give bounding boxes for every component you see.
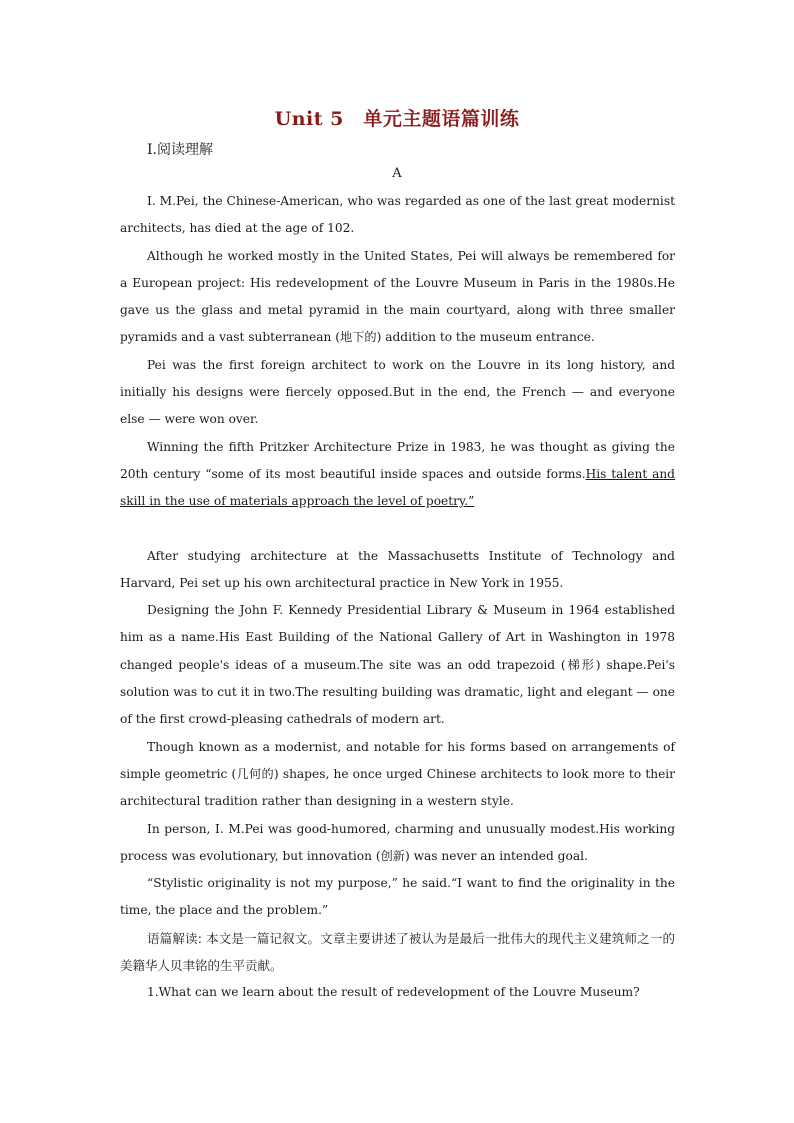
paragraph: Though known as a modernist, and notable for his forms based on arrangements of simple geometric (几何的) shapes, he once urged Chinese architects to look more to their architectural tradition rather than designing in a western style. <box>120 739 675 809</box>
paragraph: Pei was the first foreign architect to work on the Louvre in its long history, and initially his designs were fiercely opposed.But in the end, the French — and everyone else — were won over. <box>120 357 675 427</box>
paragraph: Although he worked mostly in the United States, Pei will always be remembered for a European project: His redevelopment of the Louvre Museum in Paris in the 1980s.He gave us the glass and metal pyramid in the main courtyard, along with three smaller pyramids and a vast subterranean (地下的) addition to the museum entrance. <box>120 248 675 345</box>
paragraph: In person, I. M.Pei was good-humored, charming and unusually modest.His working process was evolutionary, but innovation (创新) was never an intended goal. <box>120 821 675 863</box>
paragraph: After studying architecture at the Massachusetts Institute of Technology and Harvard, Pei set up his own architectural practice in New York in 1955. <box>120 548 675 590</box>
pritzker-text: Winning the fifth Pritzker Architecture Prize in 1983, he was thought as giving the 20th century “some of its most beautiful inside spaces and outside forms. <box>120 439 675 481</box>
page-title: Unit 5 单元主题语篇训练 <box>274 108 520 130</box>
section-heading: Ⅰ.阅读理解 <box>147 142 213 158</box>
paragraph: “Stylistic originality is not my purpose,” he said.“I want to find the originality in the time, the place and the problem.” <box>120 876 675 918</box>
paragraph: Designing the John F. Kennedy Presidential Library & Museum in 1964 established him as a name.His East Building of the National Gallery of Art in Washington in 1978 changed people's ideas of a museum.The site was an odd trapezoid (梯形) shape.Pei's solution was to cut it in two.The resulting building was dramatic, light and elegant — one of the first crowd-pleasing cathedrals of modern art. <box>120 603 675 727</box>
underlined-sentence: His talent and skill in the use of materials approach the level of poetry.” <box>120 466 675 509</box>
passage-body <box>120 188 675 1007</box>
paragraph-gap <box>120 516 675 543</box>
question-1: 1.What can we learn about the result of redevelopment of the Louvre Museum? <box>147 985 640 1000</box>
paragraph: I. M.Pei, the Chinese-American, who was regarded as one of the last great modernist architects, has died at the age of 102. <box>120 194 675 236</box>
paragraph-pritzker <box>120 434 675 516</box>
analysis-note: 语篇解读: 本文是一篇记叙文。文章主要讲述了被认为是最后一批伟大的现代主义建筑师之一的美籍华人贝聿铭的生平贡献。 <box>120 930 675 974</box>
passage-label: A <box>392 166 402 181</box>
